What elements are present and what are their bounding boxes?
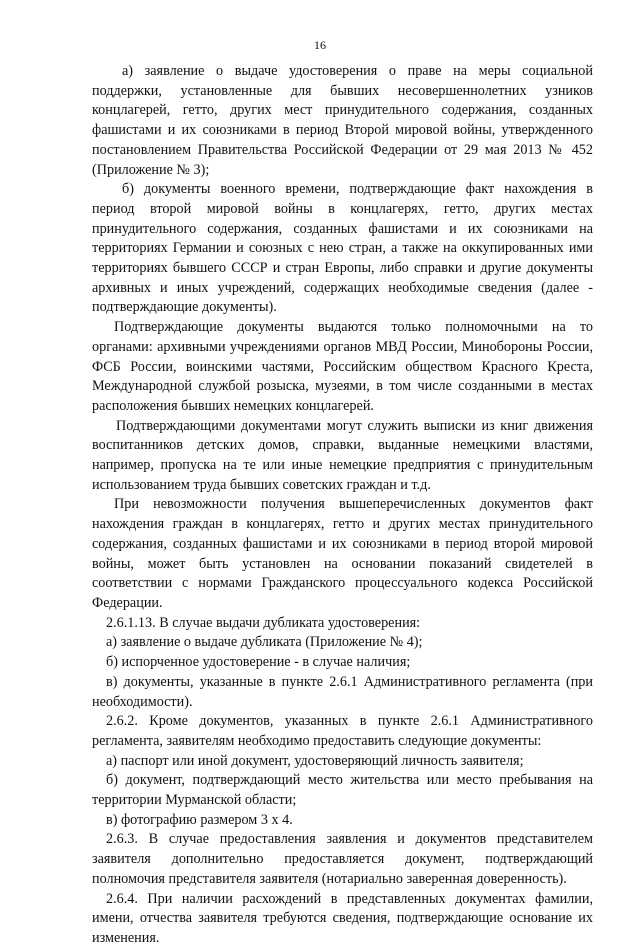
document-body (92, 62, 593, 949)
page-number: 16 (314, 38, 326, 52)
list-item-passport: а) паспорт или иной документ, удостоверяющий личность заявителя; (106, 752, 524, 769)
paragraph-duplicate-heading: 2.6.1.13. В случае выдачи дубликата удостоверения: (106, 614, 421, 631)
paragraph-name-discrepancies: 2.6.4. При наличии расхождений в представленных документах фамилии, имени, отчества заявителя требуются сведения, подтверждающие основание их изменения. (92, 890, 593, 946)
list-item-photo: в) фотографию размером 3 х 4. (106, 811, 293, 828)
paragraph-supporting-extracts: Подтверждающими документами могут служить выписки из книг движения воспитанников детских домов, справки, выданные немецкими властями, например, пропуска на те или иные немецкие предприятия с принудительным использованием труда бывших советских граждан и т.д. (92, 417, 593, 493)
list-item-regulation-documents: в) документы, указанные в пункте 2.6.1 Административного регламента (при необходимости). (92, 673, 593, 710)
paragraph-application-certificate: а) заявление о выдаче удостоверения о праве на меры социальной поддержки, установленные для бывших несовершеннолетних узников концлагерей, гетто, других мест принудительного содержания, созданных фашистами и их союзниками в период Второй мировой войны, утвержденного постановлением Правительства Российской Федерации от 29 мая 2013 № 452 (Приложение № 3); (92, 63, 593, 178)
list-item-damaged-certificate: б) испорченное удостоверение - в случае наличия; (106, 654, 411, 671)
list-item-duplicate-application: а) заявление о выдаче дубликата (Приложение № 4); (106, 634, 423, 651)
paragraph-additional-documents: 2.6.2. Кроме документов, указанных в пункте 2.6.1 Административного регламента, заявителям необходимо предоставить следующие документы: (92, 713, 593, 749)
paragraph-witness-testimony: При невозможности получения вышеперечисленных документов факт нахождения граждан в концлагерях, гетто и других местах принудительного содержания, созданных фашистами и их союзниками в период второй мировой войны, может быть установлен на основании показаний свидетелей в соответствии с нормами Гражданского процессуального кодекса Российской Федерации. (92, 496, 593, 611)
paragraph-representative: 2.6.3. В случае предоставления заявления и документов представителем заявителя дополнительно предоставляется документ, подтверждающий полномочия представителя заявителя (нотариально заверенная доверенность). (92, 831, 593, 887)
list-item-residence-document: б) документ, подтверждающий место жительства или место пребывания на территории Мурманской области; (92, 772, 593, 809)
paragraph-wartime-documents: б) документы военного времени, подтверждающие факт нахождения в период второй мировой войны в концлагерях, гетто, других местах принудительного содержания, созданных фашистами и их союзниками на территориях Германии и союзных с нею стран, а также на оккупированных ими территориях бывшего СССР и стран Европы, либо справки и другие документы архивных и иных учреждений, содержащих необходимые сведения (далее - подтверждающие документы). (92, 181, 593, 316)
paragraph-issuing-authorities: Подтверждающие документы выдаются только полномочными на то органами: архивными учреждениями органов МВД России, Минобороны России, ФСБ России, воинскими частями, Российским обществом Красного Креста, Международной службой розыска, музеями, в том числе созданными в местах расположения бывших немецких концлагерей. (92, 319, 593, 414)
